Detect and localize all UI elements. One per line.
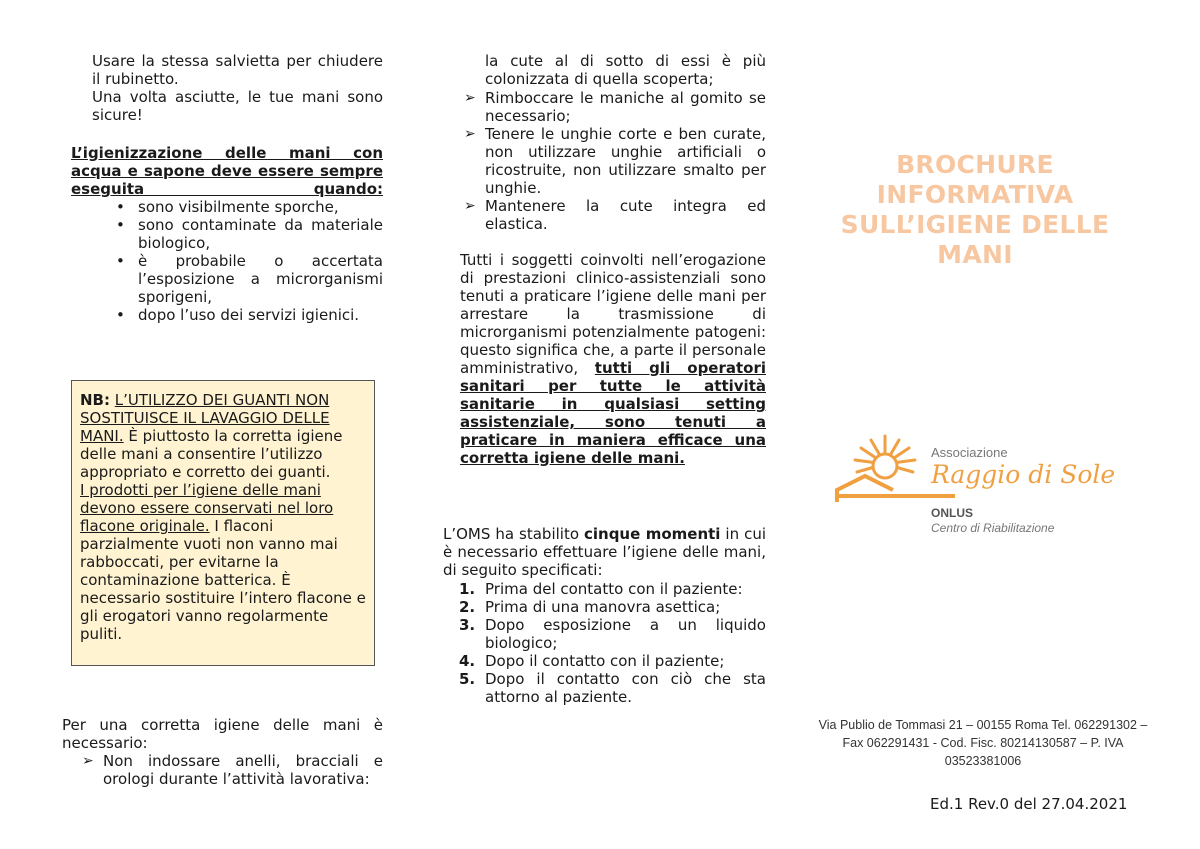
oms-bold: cinque momenti <box>583 525 721 543</box>
operators-text: Tutti i soggetti coinvolti nell’erogazione di prestazioni clinico-assistenziali sono tenuti a praticare l’igiene delle mani per arrestare la trasmissione di microrganismi potenzialmente patogeni: questo significa che, a parte il personale amministrativo, <box>460 251 766 377</box>
arrow-bullet-icon: ➢ <box>464 90 476 106</box>
brochure-title: BROCHURE INFORMATIVA SULL’IGIENE DELLE MANI <box>840 150 1110 269</box>
list-item: ➢ Non indossare anelli, bracciali e orologi durante l’attività lavorativa: <box>82 752 383 788</box>
necessary-intro: Per una corretta igiene delle mani è necessario: <box>62 716 383 752</box>
list-item: 5. Dopo il contatto con ciò che sta attorno al paziente. <box>459 670 766 706</box>
list-item: ➢ Tenere le unghie corte e ben curate, non utilizzare unghie artificiali o ricostruite, non utilizzare smalto per unghie. <box>464 125 766 197</box>
logo-onlus: ONLUS <box>931 506 973 520</box>
bullet-icon: • <box>116 252 125 270</box>
list-item: • è probabile o accertata l’esposizione a microrganismi sporigeni, <box>116 252 383 306</box>
logo-name: Raggio di Sole <box>931 460 1116 489</box>
arrow-bullet-icon: ➢ <box>464 126 476 142</box>
intro-line: Usare la stessa salvietta per chiudere il rubinetto. <box>92 52 383 88</box>
soap-heading: L’igienizzazione delle mani con acqua e sapone deve essere sempre eseguita quando: <box>71 144 383 198</box>
intro-line: Una volta asciutte, le tue mani sono sicure! <box>92 88 383 124</box>
moments-list <box>459 580 766 706</box>
soap-list <box>116 198 383 324</box>
logo-association: Associazione <box>931 445 1008 460</box>
operators-paragraph <box>460 251 766 467</box>
list-item: ➢ Mantenere la cute integra ed elastica. <box>464 197 766 233</box>
list-item: • sono visibilmente sporche, <box>116 198 339 216</box>
continued-text: la cute al di sotto di essi è più colonizzata di quella scoperta; <box>485 52 766 88</box>
operators-bold: tutti gli operatori sanitari per tutte le attività sanitarie in qualsiasi setting assistenziale, sono tenuti a praticare in maniera efficace una corretta igiene delle mani. <box>460 359 767 467</box>
edition-label: Ed.1 Rev.0 del 27.04.2021 <box>930 795 1128 813</box>
list-item: 2. Prima di una manovra asettica; <box>459 598 721 616</box>
bullet-icon: • <box>116 198 125 216</box>
list-item: 4. Dopo il contatto con il paziente; <box>459 652 725 670</box>
products-warning: I prodotti per l’igiene delle mani devono essere conservati nel loro flacone originale. <box>80 481 334 535</box>
gloves-warning: L’UTILIZZO DEI GUANTI NON SOSTITUISCE IL LAVAGGIO DELLE MANI. <box>80 391 330 445</box>
list-item: 1. Prima del contatto con il paziente: <box>459 580 743 598</box>
list-item: • sono contaminate da materiale biologico, <box>116 216 383 252</box>
association-logo <box>835 432 1130 537</box>
nb-label: NB: <box>80 391 110 409</box>
logo-subtitle: Centro di Riabilitazione <box>931 521 1055 535</box>
list-item: ➢ Rimboccare le maniche al gomito se necessario; <box>464 89 766 125</box>
bullet-icon: • <box>116 216 125 234</box>
oms-paragraph: L’OMS ha stabilito cinque momenti in cui è necessario effettuare l’igiene delle mani, di seguito specificati: <box>443 525 766 579</box>
arrow-bullet-icon: ➢ <box>82 753 94 769</box>
address-footer: Via Publio de Tommasi 21 – 00155 Roma Tel. 062291302 – Fax 062291431 - Cod. Fisc. 80214130587 – P. IVA 03523381006 <box>818 718 1148 768</box>
arrow-bullet-icon: ➢ <box>464 198 476 214</box>
list-item: • dopo l’uso dei servizi igienici. <box>116 306 360 324</box>
bullet-icon: • <box>116 306 125 324</box>
necessary-list <box>82 752 383 788</box>
products-text: I flaconi parzialmente vuoti non vanno mai rabboccati, per evitarne la contaminazione batterica. È necessario sostituire l’intero flacone e gli erogatori vanno regolarmente puliti. <box>80 517 366 643</box>
gloves-text: È piuttosto la corretta igiene delle mani a consentire l’utilizzo appropriato e corretto dei guanti. <box>80 427 343 481</box>
hygiene-rules-list <box>464 89 766 233</box>
nb-box <box>71 380 375 666</box>
list-item: 3. Dopo esposizione a un liquido biologico; <box>459 616 766 652</box>
intro-text <box>92 52 383 124</box>
